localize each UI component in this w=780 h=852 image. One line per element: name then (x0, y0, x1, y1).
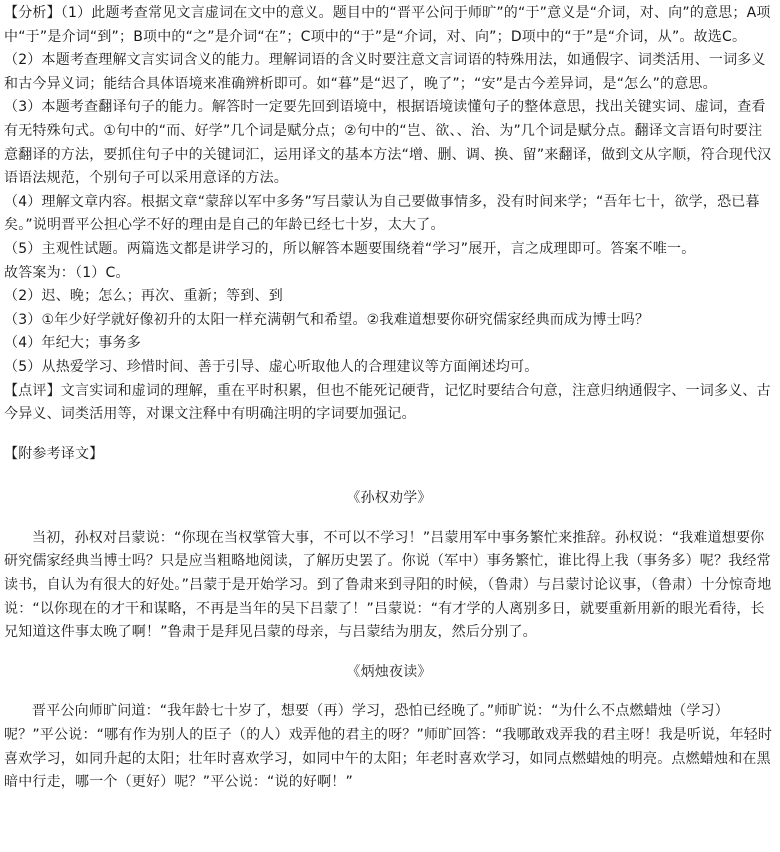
answer-line-1: 故答案为：（1）C。 (4, 264, 130, 281)
answer-line-3: （3）①年少好学就好像初升的太阳一样充满朝气和希望。②我难道想要你研究儒家经典而成为博士吗？ (4, 311, 650, 328)
passage-1-body: 当初，孙权对吕蒙说：“你现在当权掌管大事，不可以不学习！”吕蒙用军中事务繁忙来推辞。孙权说：“我难道想要你研究儒家经典当博士吗？只是应当粗略地阅读，了解历史罢了。你说（军中）事务繁忙，谁比得上我（事务多）呢？我经常读书，自认为有很大的好处。”吕蒙于是开始学习。到了鲁肃来到寻阳的时候，（鲁肃）与吕蒙讨论议事，（鲁肃）十分惊奇地说：“以你现在的才干和谋略，不再是当年的吴下吕蒙了！”吕蒙说：“有才学的人离别多日，就要重新用新的眼光看待，长兄知道这件事太晚了啊！”鲁肃于是拜见吕蒙的母亲，与吕蒙结为朋友，然后分别了。 (4, 529, 772, 641)
answer-line-2: （2）迟、晚；怎么；再次、重新；等到、到 (4, 288, 283, 305)
analysis-paragraph-1: 【分析】（1）此题考查常见文言虚词在文中的意义。题目中的“晋平公问于师旷”的“于”意义是“介词，对、向”的意思；A项中“于”是介词“到”；B项中的“之”是介词“在”；C项中的“于”是“介词，对、向”；D项中的“于”是“介词，从”。故选C。 (4, 5, 771, 45)
reference-header: 【附参考译文】 (4, 445, 104, 462)
spacer (4, 684, 774, 700)
analysis-paragraph-4: （4）理解文章内容。根据文章“蒙辞以军中多务”写吕蒙认为自己要做事情多，没有时间来学；“吾年七十，欲学，恐已暮矣。”说明晋平公担心学不好的理由是自己的年龄已经七十岁，太大了。 (4, 193, 760, 234)
comment-paragraph: 【点评】文言实词和虚词的理解，重在平时积累，但也不能死记硬背，记忆时要结合句意，注意归纳通假字、一词多义、古今异义、词类活用等，对课文注释中有明确注明的字词要加强记。 (4, 382, 771, 423)
passage-1-title: 《孙权劝学》 (346, 490, 432, 507)
spacer (4, 427, 774, 443)
answer-line-4: （4）年纪大；事务多 (4, 335, 141, 352)
passage-2-title: 《炳烛夜读》 (346, 663, 432, 680)
analysis-section (4, 2, 774, 262)
spacer (4, 511, 774, 527)
spacer (4, 466, 774, 487)
spacer (4, 645, 774, 661)
answer-line-5: （5）从热爱学习、珍惜时间、善于引导、虚心听取他人的合理建议等方面阐述均可。 (4, 358, 539, 375)
passage-2-body: 晋平公向师旷问道：“我年龄七十岁了，想要（再）学习，恐怕已经晚了。”师旷说：“为什么不点燃蜡烛（学习）呢？”平公说：“哪有作为别人的臣子（的人）戏弄他的君主的呀？”师旷回答：“我哪敢戏弄我的君主呀！我是听说，年轻时喜欢学习，如同升起的太阳；壮年时喜欢学习，如同中午的太阳；年老时喜欢学习，如同点燃蜡烛的明亮。点燃蜡烛和在黑暗中行走，哪一个（更好）呢？”平公说：“说的好啊！” (4, 703, 773, 791)
analysis-paragraph-2: （2）本题考查理解文言实词含义的能力。理解词语的含义时要注意文言词语的特殊用法，如通假字、词类活用、一词多义和古今异义词；能结合具体语境来准确辨析即可。如“暮”是“迟了，晚了”；“安”是古今差异词，是“怎么”的意思。 (4, 52, 766, 92)
answers-section (4, 262, 774, 380)
analysis-paragraph-5: （5）主观性试题。两篇选文都是讲学习的，所以解答本题要围绕着“学习”展开，言之成理即可。答案不唯一。 (4, 240, 696, 257)
analysis-paragraph-3: （3）本题考查翻译句子的能力。解答时一定要先回到语境中，根据语境读懂句子的整体意思，找出关键实词、虚词，查看有无特殊句式。①句中的“而、好学”几个词是赋分点；②句中的“岂、欲、、治、为”几个词是赋分点。翻译文言语句时要注意翻译的方法，要抓住句子中的关键词汇，运用译文的基本方法“增、删、调、换、留”来翻译，做到文从字顺，符合现代汉语语法规范，个别句子可以采用意译的方法。 (4, 99, 772, 187)
